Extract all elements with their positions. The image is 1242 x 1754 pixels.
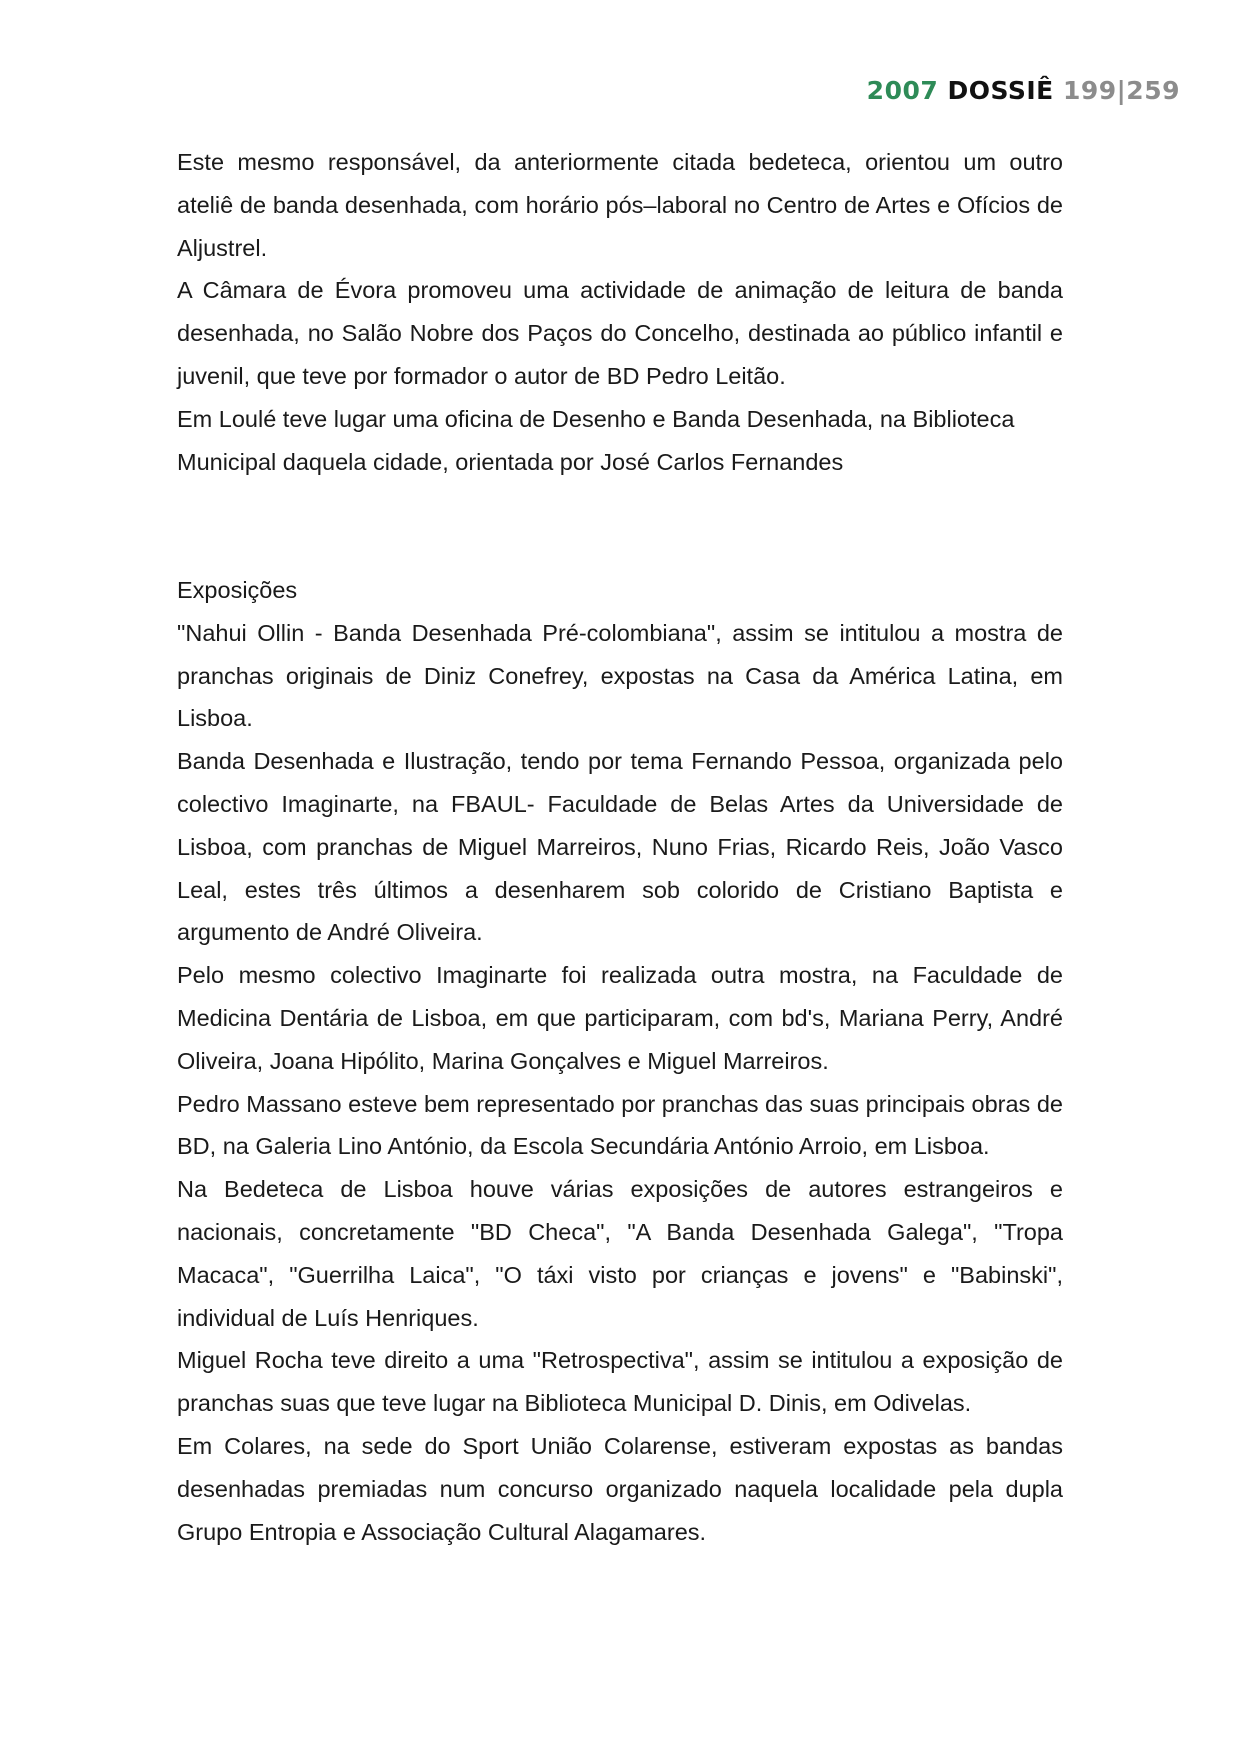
paragraph-pedro-massano: Pedro Massano esteve bem representado por pranchas das suas principais obras de BD, na Galeria Lino António, da Escola Secundária António Arroio, em Lisboa. xyxy=(177,1090,1063,1160)
paragraph-loule: Em Loulé teve lugar uma oficina de Desenho e Banda Desenhada, na Biblioteca Municipal daquela cidade, orientada por José Carlos Fernandes xyxy=(177,405,1015,475)
paragraph-imaginarte-fbaul: Banda Desenhada e Ilustração, tendo por tema Fernando Pessoa, organizada pelo colectivo Imaginarte, na FBAUL- Faculdade de Belas Artes da Universidade de Lisboa, com pranchas de Miguel Marreiros, Nuno Frias, Ricardo Reis, João Vasco Leal, estes três últimos a desenharem sob colorido de Cristiano Baptista e argumento de André Oliveira. xyxy=(177,748,1063,946)
header-year: 2007 xyxy=(866,76,939,105)
paragraph-bedeteca-lisboa: Na Bedeteca de Lisboa houve várias exposições de autores estrangeiros e nacionais, concretamente "BD Checa", "A Banda Desenhada Galega", "Tropa Macaca", "Guerrilha Laica", "O táxi visto por crianças e jovens" e "Babinski", individual de Luís Henriques. xyxy=(177,1176,1063,1331)
header-page-number: 199|259 xyxy=(1062,76,1180,105)
paragraph-miguel-rocha: Miguel Rocha teve direito a uma "Retrospectiva", assim se intitulou a exposição de pranchas suas que teve lugar na Biblioteca Municipal D. Dinis, em Odivelas. xyxy=(177,1347,1063,1417)
section-heading-exposicoes: Exposições xyxy=(177,576,298,603)
paragraph-aljustrel: Este mesmo responsável, da anteriormente citada bedeteca, orientou um outro ateliê de banda desenhada, com horário pós–laboral no Centro de Artes e Ofícios de Aljustrel. xyxy=(177,149,1063,261)
section-spacer xyxy=(177,483,1063,569)
document-body xyxy=(177,141,1063,1553)
header-title: DOSSIÊ xyxy=(947,76,1054,105)
paragraph-imaginarte-medicina: Pelo mesmo colectivo Imaginarte foi realizada outra mostra, na Faculdade de Medicina Dentária de Lisboa, em que participaram, com bd's, Mariana Perry, André Oliveira, Joana Hipólito, Marina Gonçalves e Miguel Marreiros. xyxy=(177,962,1063,1074)
paragraph-colares: Em Colares, na sede do Sport União Colarense, estiveram expostas as bandas desenhadas premiadas num concurso organizado naquela localidade pela dupla Grupo Entropia e Associação Cultural Alagamares. xyxy=(177,1432,1063,1545)
page-header xyxy=(867,76,1180,105)
paragraph-nahui-ollin: "Nahui Ollin - Banda Desenhada Pré-colombiana", assim se intitulou a mostra de pranchas originais de Diniz Conefrey, expostas na Casa da América Latina, em Lisboa. xyxy=(177,619,1063,732)
paragraph-evora: A Câmara de Évora promoveu uma actividade de animação de leitura de banda desenhada, no Salão Nobre dos Paços do Concelho, destinada ao público infantil e juvenil, que teve por formador o autor de BD Pedro Leitão. xyxy=(177,277,1063,389)
